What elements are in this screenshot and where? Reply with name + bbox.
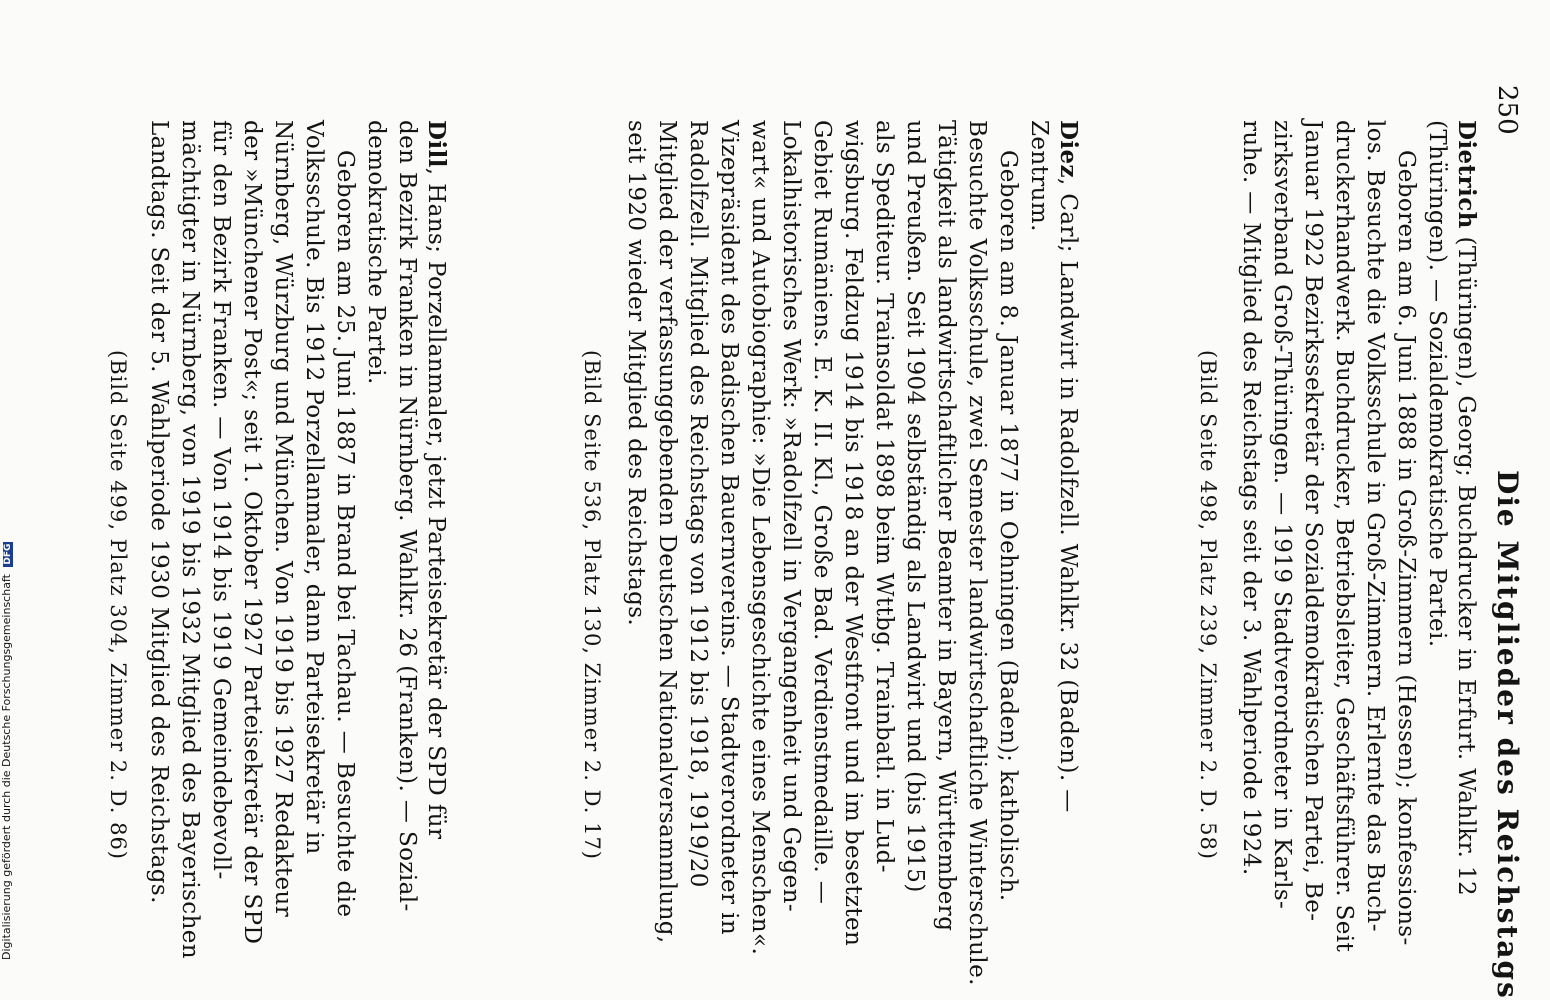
entry-line: und Preußen. Seit 1904 selbständig als Landwirt und (bis 1915) bbox=[902, 120, 928, 893]
dfg-logo: DFG bbox=[3, 543, 13, 565]
entry-line: Tätigkeit als landwirtschaftlicher Beamter in Bayern, Württemberg bbox=[933, 120, 959, 932]
photo-reference: (Bild Seite 498, Platz 239, Zimmer 2. D. 58) bbox=[1196, 350, 1220, 860]
entry-line: der »Münchener Post«; seit 1. Oktober 1927 Parteisekretär der SPD bbox=[239, 120, 265, 945]
entry-line: Diez, Carl; Landwirt in Radolfzell. Wahlkr. 32 (Baden). — bbox=[1055, 120, 1082, 813]
entry-line: los. Besuchte die Volksschule in Groß-Zimmern. Erlernte das Buch- bbox=[1362, 120, 1388, 932]
entry-line: für den Bezirk Franken. — Von 1914 bis 1919 Gemeindebevoll- bbox=[208, 120, 234, 880]
entry-line: Januar 1922 Bezirkssekretär der Sozialdemokratischen Partei, Be- bbox=[1300, 120, 1326, 922]
entry-line: als Spediteur. Trainsoldat 1898 beim Wttbg. Trainbatl. in Lud- bbox=[871, 120, 897, 873]
member-surname: Dill bbox=[423, 120, 450, 168]
entry-line: Mitglied der verfassunggebenden Deutschen Nationalversammlung, bbox=[654, 120, 680, 944]
entry-line: Geboren am 8. Januar 1877 in Oehningen (Baden); katholisch. bbox=[995, 150, 1021, 902]
photo-reference: (Bild Seite 499, Platz 304, Zimmer 2. D. 86) bbox=[106, 350, 130, 860]
entry-line: den Bezirk Franken in Nürnberg. Wahlkr. 26 (Franken). — Sozial- bbox=[394, 120, 420, 912]
digitization-credit bbox=[0, 543, 13, 960]
entry-line: ruhe. — Mitglied des Reichstags seit der 3. Wahlperiode 1924. bbox=[1238, 120, 1264, 876]
entry-line: (Thüringen). — Sozialdemokratische Partei. bbox=[1424, 120, 1450, 648]
member-surname: Dietrich bbox=[1453, 120, 1480, 229]
credit-text: Digitalisierung gefördert durch die Deutsche Forschungsgemeinschaft bbox=[0, 574, 13, 960]
entry-line: Landtags. Seit der 5. Wahlperiode 1930 Mitglied des Reichstags. bbox=[146, 120, 172, 904]
entry-line: seit 1920 wieder Mitglied des Reichstags. bbox=[623, 120, 649, 627]
entry-line: Gebiet Rumäniens. E. K. II. Kl., Große Bad. Verdienstmedaille. — bbox=[809, 120, 835, 905]
entry-line: Lokalhistorisches Werk: »Radolfzell in Vergangenheit und Gegen- bbox=[778, 120, 804, 913]
running-head: Die Mitglieder des Reichstags bbox=[1491, 470, 1524, 1000]
entry-line: wigsburg. Feldzug 1914 bis 1918 an der Westfront und im besetzten bbox=[840, 120, 866, 947]
entry-line: Geboren am 25. Juni 1887 in Brand bei Tachau. — Besuchte die bbox=[332, 150, 358, 918]
entry-line: druckerhandwerk. Buchdrucker, Betriebsleiter, Geschäftsführer. Seit bbox=[1331, 120, 1357, 953]
entry-line: Volksschule. Bis 1912 Porzellanmaler, dann Parteisekretär in bbox=[301, 120, 327, 855]
entry-line: Vizepräsident des Badischen Bauernvereins. — Stadtverordneter in bbox=[716, 120, 742, 936]
entry-line: Geboren am 6. Juni 1888 in Groß-Zimmern (Hessen); konfessions- bbox=[1393, 150, 1419, 946]
entry-line: Zentrum. bbox=[1026, 120, 1052, 232]
entry-line: Dietrich (Thüringen), Georg; Buchdrucker in Erfurt. Wahlkr. 12 bbox=[1453, 120, 1480, 897]
member-surname: Diez bbox=[1055, 120, 1082, 178]
entry-line: mächtigter in Nürnberg, von 1919 bis 1932 Mitglied des Bayerischen bbox=[177, 120, 203, 960]
photo-reference: (Bild Seite 536, Platz 130, Zimmer 2. D. 17) bbox=[580, 350, 604, 860]
page-number: 250 bbox=[1492, 85, 1522, 135]
entry-line: Radolfzell. Mitglied des Reichstags von 1912 bis 1918, 1919/20 bbox=[685, 120, 711, 888]
entry-line: Nürnberg, Würzburg und München. Von 1919 bis 1927 Redakteur bbox=[270, 120, 296, 918]
entry-line: wart« und Autobiographie: »Die Lebensgeschichte eines Menschen«. bbox=[747, 120, 773, 956]
entry-line: Besuchte Volksschule, zwei Semester landwirtschaftliche Winterschule. bbox=[964, 120, 990, 986]
entry-line: demokratische Partei. bbox=[363, 120, 389, 385]
entry-line: zirksverband Groß-Thüringen. — 1919 Stadtverordneter in Karls- bbox=[1269, 120, 1295, 910]
entry-line: Dill, Hans; Porzellanmaler, jetzt Parteisekretär der SPD für bbox=[423, 120, 450, 840]
